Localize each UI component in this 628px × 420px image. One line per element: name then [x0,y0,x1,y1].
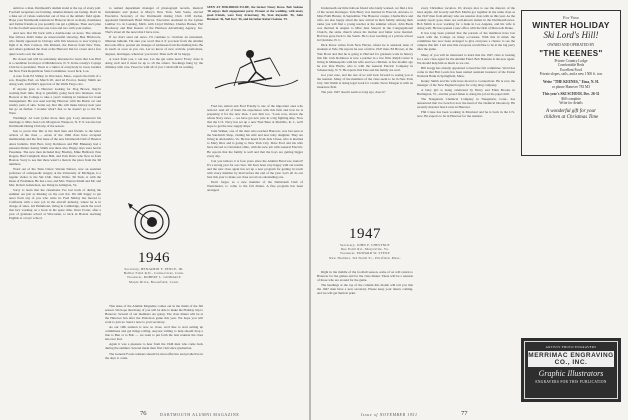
column-2-paragraph: to named department manager of phonograph records, musical instruments and pianos at Macy's New York. Seth Soule, elected Executive Secretary of the Dartmouth Outing Club. Cliff Jordan, appointed Dartmouth Band Director. Executive Assistant in the Lyman Lumber Co. in Lansing, Mich. with Lloyd Webber, Charles Barnes, Hal Brockway and Bud Kearns of the Harrison Advertising Agency, Inc. That's about all the news that I have now. [105,6,203,35]
ad-for-text: For Your [562,15,579,20]
ad-firm-name: MERRIMAC ENGRAVING CO., INC. [528,352,614,366]
ad-line-3: Excellent Food [560,67,582,72]
ad-write: Write "THE KEENES," Etna, N. H. [543,79,599,84]
column-4-paragraph: The year 1947 doesn't seem so long ago, does it? [321,89,386,94]
column-2-lower [105,304,203,414]
treasurer-address: Maple Drive, Brookfield, Conn. [129,279,179,284]
secretary-line: Secretary, JOHN P. CHESTNUT [339,243,391,247]
column-1-paragraph: He closed and will be extremely interested to learn that Lou Holt is a candidate for mayor of Middletown, N. Y. In the county's Cayuga Club he is president. There is a rumor of everybody in town, besides the New York Republican State Committee. Good luck, Lou. [9,56,101,73]
class-1946-heading [105,250,203,284]
ad-headline: WINTER HOLIDAY [532,20,610,30]
ad-line-2: Comfortable Beds [557,63,585,68]
ad-tagline: ARTISTS·PHOTO·ENGRAVERS [545,345,597,349]
column-5-paragraph: Bill Gregg has already appointed to head the fall committee. Word has come in that Bob Lewis has been named assistant treasurer of the Union National Bank in Springfield, Mass. [417,65,515,78]
column-1 [9,6,101,406]
column-2-paragraph: If we don't send out news, I'll continue to circulate an unwanted, illiterate bulletin. I'm sure you won't like it if you hear from the Alumni Records office, poured out changes of addresses from the mailing lists. Be in touch as soon as you can. Let us know of new arrivals, promotions, degrees, marriages, wherever you travel. Then we'll all be happy. [105,35,203,56]
page-number-right: 77 [461,410,468,417]
ski-lodge-advertisement [521,10,621,156]
ad-bottom-line: ENGRAVERS FOR THIS PUBLICATION [535,380,607,384]
page-number-left: 76 [140,410,147,417]
column-5-paragraph: Kenny Smith and his wife have moved to Connecticut. He is now the manager of the New England region for a big drug company. [417,78,515,87]
column-4-lower-paragraph: The headings at the top of the column this month will tell you that the 1947 men have a new secretary. Please keep your letters coming, and we will get them in print. [317,283,413,296]
secretary-address: Dee Point Rd., Marysville, Va. [340,247,390,252]
column-1-paragraph: Just to prove that this is the mail man and friends to the letter writers of the class — seven of the 1946 class have accepted membership and the first issue of the new Dartmouth Club of Buenos Aires bulletin. Walt Barr, Jerry Robinson and Bill Blakeney had a pleasant dinner. Kenny Smith was there also. Happy days were had in Pasadena. The new men included Ray Bradley, Mike Hubbard, Pete Rogers, Bud Campbell, Russ Hall, and Tom Davis who flew in from Boston. Sorry to see that there wasn't a man in the place from the '46 numbers. [9,129,101,166]
column-3-paragraph: Can you believe it is four years since the Alumni Fund was started? It's a strong year for our class. We have been very happy with our results and the new class agent has set up a new program for getting in touch with every member by mail before the end of the year. Let's all do our best this year to make our class record an outstanding one. [207,158,303,179]
column-4-paragraph: Dick Rowe writes from New Haven, where he is assistant dean of students at Yale. He reports he saw a fellow 1947 man, Ed Brown, at the Yale Bowl and that he is going to Harvard for graduate work in history this fall. Jack Robinson is now a partner in a law firm. Ralph Carter is living in Minneapolis with his wife and two children. A few months ago he saw Pete Harris, who is with the General Electric Company in Schenectady, N. Y. He reports that Pete and his family are well. [317,43,413,72]
ad-owned-by: OWNED AND OPERATED BY [547,43,595,47]
column-2-top [105,6,203,226]
ad-gift-2: children at Christmas Time [543,114,599,120]
ad-subheadline: Ski Lord's Hill! [543,30,599,40]
class-1946-officers [105,267,203,284]
ad-line-1: Private Country Lodge [554,58,588,63]
treasurer-line: Treasurer, EDWARD W. STENZ [340,251,390,256]
secretary-line: Secretary, BENJAMIN F. PENCE, JR. [124,267,184,271]
target-illustration [124,200,180,244]
column-4-paragraph: Underneath our little balloon friend who lately worked, we find a few of the recent marriages. Tom Berry was married in Prescott, Arizona, to Miss Faith Hunter, in September. The Hanover couple, Charlie Rice and wife, are also happy about the new arrival in their family. Among their ranks you will find a young teacher at the summer school. John Beals was married in August to Miss Jane Stewart in the Congregational Church, the same church where his mother and father were married. Bob has gone back to the South. He is now teaching at a private school in Charlotte, N. C. [317,6,413,43]
column-1-paragraph: If anyone goes to Hanover looking for Dog Brown, they're wasting their time. Dog is gainfully going back into business. Jack Bowers at the College to take a year's training in business for hotel management. He was seen leaving Hanover with his Buick car and sundry parts of skis. Some say that this will make history next year but go an further. I wonder what? Just so he doesn't go to the Far West. [9,86,101,116]
ad-phone: or phone Hanover 783 M3 [551,84,591,89]
column-2-lower-paragraph: This issue of the Alumni Magazine comes out in the midst of the fall season. We hope that many of you will be able to make the Holiday trip to Hanover. Several of our members are going. The class dinner will be at the Hanover Inn after the Princeton game this year. We hope you will want to join us. Send a note to your secretary. [105,304,203,325]
photo-caption: SEEN AT MID-BIRDS-TO-BE, the former Nancy Rowe. Bob Sodano '46 enjoys their engagement party. Present at the wedding, with many good friends, were Tony Armstrong '46, Stan Reynolds '46, John Brennan '46, Neil Iwer '46, and his father Robert Sodano '19. [207,5,303,21]
skier-illustration [210,40,300,100]
column-1-paragraph: Word out of the Twin Cities: Warren Nelson, now an assistant professor of orthopaedic surgery at the University of Michigan, is a regular visitor to the Ski Club. Dave Wolfe, '46 Tuck, is with the Dean of Freshmen. He has a son, and Mrs. Warren Smith and Mr. and Mrs. Robert Gabrielson, are living in Arlington, Va. [9,166,101,187]
column-5-paragraph: Phil Crane has been working in Montreal and he is back in the U.S. now. He expects to be in Hanover for the reunion. [417,110,515,119]
column-5-paragraph: A baby girl is being celebrated by Harry and Ellen Brooks in Burlington, Vt., and the proud father is doing his job in the paper mill. [417,87,515,96]
column-4-lower [317,270,413,405]
ad-script: Graphic Illustrators [538,369,604,378]
left-page [0,0,309,420]
column-3-paragraph: Don't forget, as a new member of the Dartmouth Club of Westchester, to come to the fall dinner. A fine program has been arranged. [207,179,303,192]
ad-note: Write for details [559,101,583,106]
engraving-advertisement [521,338,621,402]
column-5-paragraph: The Naugatuck Chemical Company in Naugatuck, Conn., has announced that Joe Leach is now the head of the chemical laboratory. He recently married Jane Lewis in Hanover. [417,96,515,110]
engraving-ad-inner [524,341,618,399]
column-4-lower-paragraph: Right in the middle of the football season, some of us will return to Hanover for the games and for the class dinner. There will be a reunion of those who are around for the game. [317,270,413,283]
ad-brand: "THE KEENES" [539,48,603,58]
right-page [311,0,628,420]
column-4-paragraph: Got your note, and the rest of us will look forward to seeing you at the reunion. Many of the members of the class seem to be in New York City. Jim Walsh is doing legal work for a bank. Steve Morgan is with an insurance firm. [317,72,413,89]
column-3-paragraph: John Walker, one of the men who reached Hanover, was last seen at the Sandwich Shop, visiting his wife and new baby daughter. They are living in Alexandria, Va. He has heard from Jack Chase, who is married to Mary Rice and is going to New York City. Dave Ford and his wife have moved to Cleveland, Ohio, with his new job with General Electric. He reports that the family is well and that the boys are getting bigger every day. [207,129,303,158]
column-5-paragraph: Many of you will be interested to learn that the 1947 class is looking for a new class agent for the Alumni Fund. Bob Brennan is the new agent. We should help him as much as we can. [417,52,515,65]
column-5 [417,6,515,406]
class-1947-officers [317,243,413,260]
column-1-paragraph: Amid so a man, Dartmouth's alumni stand at the top of every poll. Football receptions are forming. Alumni dinners are lasting. Don't be a fake set of values somewhat out of line at the athletic field again. Hope your Dartmouth reunions in Hanover show as many classmates and former friends as you possibly can get a glimpse. Then one's plan for the football season has one town and two with your names. [9,6,101,31]
column-2-lower-paragraph: The General Foods winners should be most effective and productive in the days to come. [105,351,203,360]
treasurer-address: New Tholmer, 3rd North St., Pittsfield, Mass. [329,255,401,260]
column-3-paragraph: Fred has retired and Fred Friedly is one of the important ones who noticed. And all of them the experience with this firm and how he is preparing it for the new man. I saw him too. "Look now, shown the whole Navy news — we have got new jobs in a big fighting ship. Now that the U.S. Navy has set up a new Fuel Base at Melville, R. I., we'll hope to get the new supply ships." [207,104,303,129]
column-2-lower-paragraph: Again it was a pleasure to hear from the 1946 men who came back during the summer. Several made their first visit since graduation. [105,342,203,351]
footer-right: Issue of NOVEMBER 1951 [361,412,418,417]
column-1-paragraph: A note from Ed Stilley, in Worcester, Mass., reports the birth of a son, Douglas Earl, on March 20. And Al Proctor, Kenny Smith are doing well, with Holt's approval of the Wells Fargo cars. [9,73,101,86]
column-2-lower-paragraph: As our 10th reunion is now so close, we'd like to start setting up committees and get things rolling. Anyone willing to help should drop a line to Ben or to Bob — we want to put forth the best reunion the class has ever had. [105,325,203,342]
class-1947-heading [317,226,413,260]
column-4 [317,6,413,220]
column-5-paragraph: It has long been pointed that the parents of the members have lost touch with the College on many occasions. With this in mind, the committee has now been arranged to give everyone a chance to see the campus this fall. I am sure that everyone would like to be at the big party after the game. [417,31,515,52]
ad-gift: A wonderful gift for your [546,108,596,114]
ad-school: This year's SKI SCHOOL Dec. 26-31 [542,92,600,97]
treasurer-line: Treasurer, ROBERT L. GOODALE [126,275,182,280]
year-1946: 1946 [138,250,170,266]
column-1-paragraph: Sorry to learn that the classmates I've lost track of during the summer are just as missing on my own list. I'm still happy to get news from any of you who write in. Fred Shirley has moved to California with a new job in the aircraft industry, where he is in charge of sales. Gil Hammond, living in Cambridge, sends the word that he's working on a book in his spare time. Dave Porter, after a year of graduate school at Wisconsin, is back in Boston teaching English at a boys' school. [9,188,101,221]
column-1-paragraph: And now that I'm back with a double-take on news. The sixteen fine fellows didn't make an unsuccessful showing. Ben Hitchcock, who finally appeared in Chicago with Jim Gleason, is now trying to fight it in. Bob Carlson, Jim Rickard, the Pastors from New York, and others gathered the class at the Hanover Inn for a beer and a few quiet words over the table. [9,31,101,56]
column-3 [207,104,303,404]
column-2-paragraph: A word from you, I can use. Let me get some news! Every class is doing well and it must be up to all the others. Stockings hung by the chimney with care. Peace be with all of you. I shall still be waiting. [105,56,203,69]
column-1-paragraph: Weddings: Al Lent (what more than guy Lou) announced his marriage to Miss Jean Lois Morgan in Westport, N. Y. It was the last Dartmouth Outing Club trip of the season. [9,116,101,129]
ad-price: $60 complete [561,96,581,101]
secretary-address: Balliet Field R.D., Connecticut, Conn. [123,271,185,276]
column-5-paragraph: every Christmas vacation. It's always nice to see the dancers of the Glee Again. All Gowdy and Bob Martin got together in the same class as the 1947 men from Albany who are reunion class with us this year. As the weekly report goes, there are well-known names in the Dartmouth news. Bob Smith is now working for a bank in Los Angeles, and his wife is doing well. He has opened a new office with the firm of Mason & Drake. [417,6,515,31]
ad-line-4: Private slopes, rails, and a new 1500 ft. tow [539,72,603,77]
footer-left: DARTMOUTH ALUMNI MAGAZINE [160,412,240,417]
year-1947: 1947 [349,226,381,242]
